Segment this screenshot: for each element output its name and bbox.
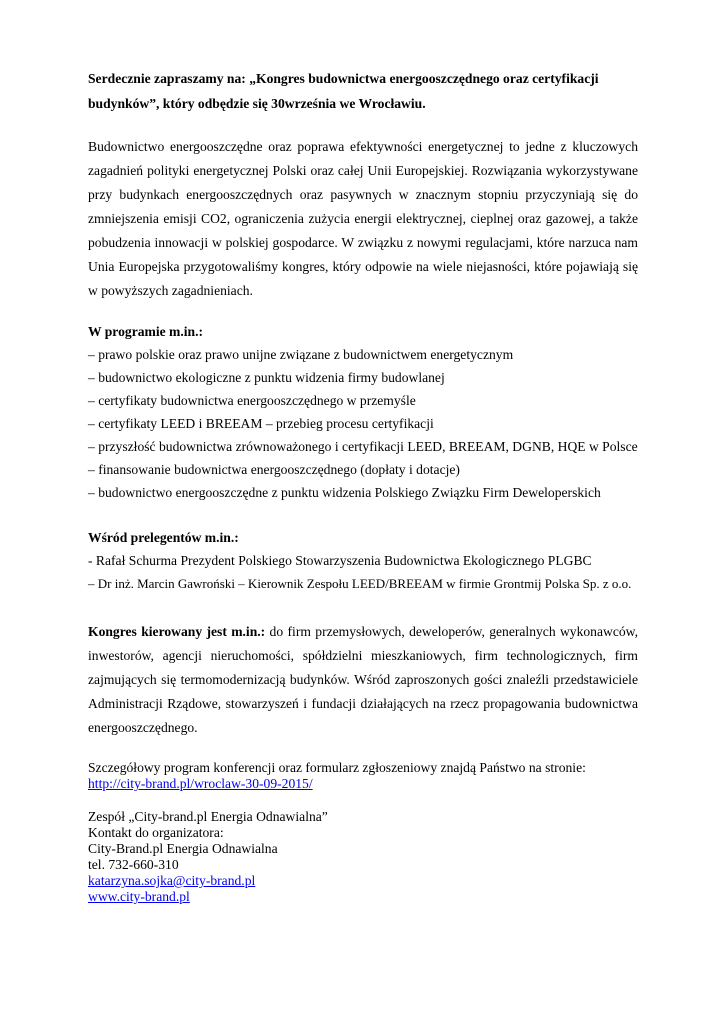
invitation-line-1: Serdecznie zapraszamy na: „Kongres budownictwa energooszczędnego oraz certyfikacji	[88, 71, 599, 86]
program-item: – budownictwo energooszczędne z punktu widzenia Polskiego Związku Firm Deweloperskich	[88, 485, 601, 500]
audience-paragraph	[88, 620, 638, 740]
program-heading: W programie m.in.:	[88, 324, 204, 339]
contact-email-link[interactable]: katarzyna.sojka@city-brand.pl	[88, 873, 256, 888]
speakers-section	[88, 526, 638, 595]
audience-text: do firm przemysłowych, deweloperów, generalnych wykonawców, inwestorów, agencji nieruchomości, spółdzielni mieszkaniowych, firm technologicznych, firm zajmujących się termomodernizacją budynków. Wśród zaproszonych gości znaleźli przedstawiciele Administracji Rządowe, stowarzyszeń i fundacji działających na rzecz propagowania budownictwa energooszczędnego.	[88, 624, 638, 735]
speaker-item: – Dr inż. Marcin Gawroński – Kierownik Zespołu LEED/BREEAM w firmie Grontmij Polska Sp. z o.o.	[88, 576, 632, 591]
contact-team: Zespół „City-brand.pl Energia Odnawialna”	[88, 809, 328, 824]
intro-paragraph: Budownictwo energooszczędne oraz poprawa efektywności energetycznej to jedne z kluczowych zagadnień polityki energetycznej Polski oraz całej Unii Europejskiej. Rozwiązania wykorzystywane przy budynkach energooszczędnych oraz pasywnych w znacznym stopniu przyczyniają się do zmniejszenia emisji CO2, ograniczenia zużycia energii elektrycznej, cieplnej oraz gazowej, a także pobudzenia innowacji w polskiej gospodarce. W związku z nowymi regulacjami, które narzuca nam Unia Europejska przygotowaliśmy kongres, który odpowie na wiele niejasności, które pojawiają się w powyższych zagadnieniach.	[88, 139, 638, 298]
program-item: – finansowanie budownictwa energooszczędnego (dopłaty i dotacje)	[88, 462, 460, 477]
speaker-item: - Rafał Schurma Prezydent Polskiego Stowarzyszenia Budownictwa Ekologicznego PLGBC	[88, 553, 592, 568]
program-item: – certyfikaty LEED i BREEAM – przebieg procesu certyfikacji	[88, 416, 434, 431]
contact-company: City-Brand.pl Energia Odnawialna	[88, 841, 278, 856]
program-item: – certyfikaty budownictwa energooszczędnego w przemyśle	[88, 393, 416, 408]
details-text: Szczegółowy program konferencji oraz formularz zgłoszeniowy znajdą Państwo na stronie:	[88, 760, 586, 775]
contact-phone: tel. 732-660-310	[88, 857, 179, 872]
program-item: – budownictwo ekologiczne z punktu widzenia firmy budowlanej	[88, 370, 445, 385]
conference-link[interactable]: http://city-brand.pl/wroclaw-30-09-2015/	[88, 776, 313, 791]
program-section	[88, 320, 638, 504]
audience-lead: Kongres kierowany jest m.in.:	[88, 624, 266, 639]
program-item: – przyszłość budownictwa zrównoważonego i certyfikacji LEED, BREEAM, DGNB, HQE w Polsce	[88, 439, 638, 454]
details-paragraph	[88, 760, 638, 792]
speakers-heading: Wśród prelegentów m.in.:	[88, 530, 239, 545]
website-link[interactable]: www.city-brand.pl	[88, 889, 190, 904]
contact-block	[88, 809, 638, 905]
invitation-heading	[88, 66, 638, 116]
program-item: – prawo polskie oraz prawo unijne związane z budownictwem energetycznym	[88, 347, 514, 362]
contact-label: Kontakt do organizatora:	[88, 825, 224, 840]
invitation-line-2: budynków”, który odbędzie się 30września we Wrocławiu.	[88, 96, 426, 111]
